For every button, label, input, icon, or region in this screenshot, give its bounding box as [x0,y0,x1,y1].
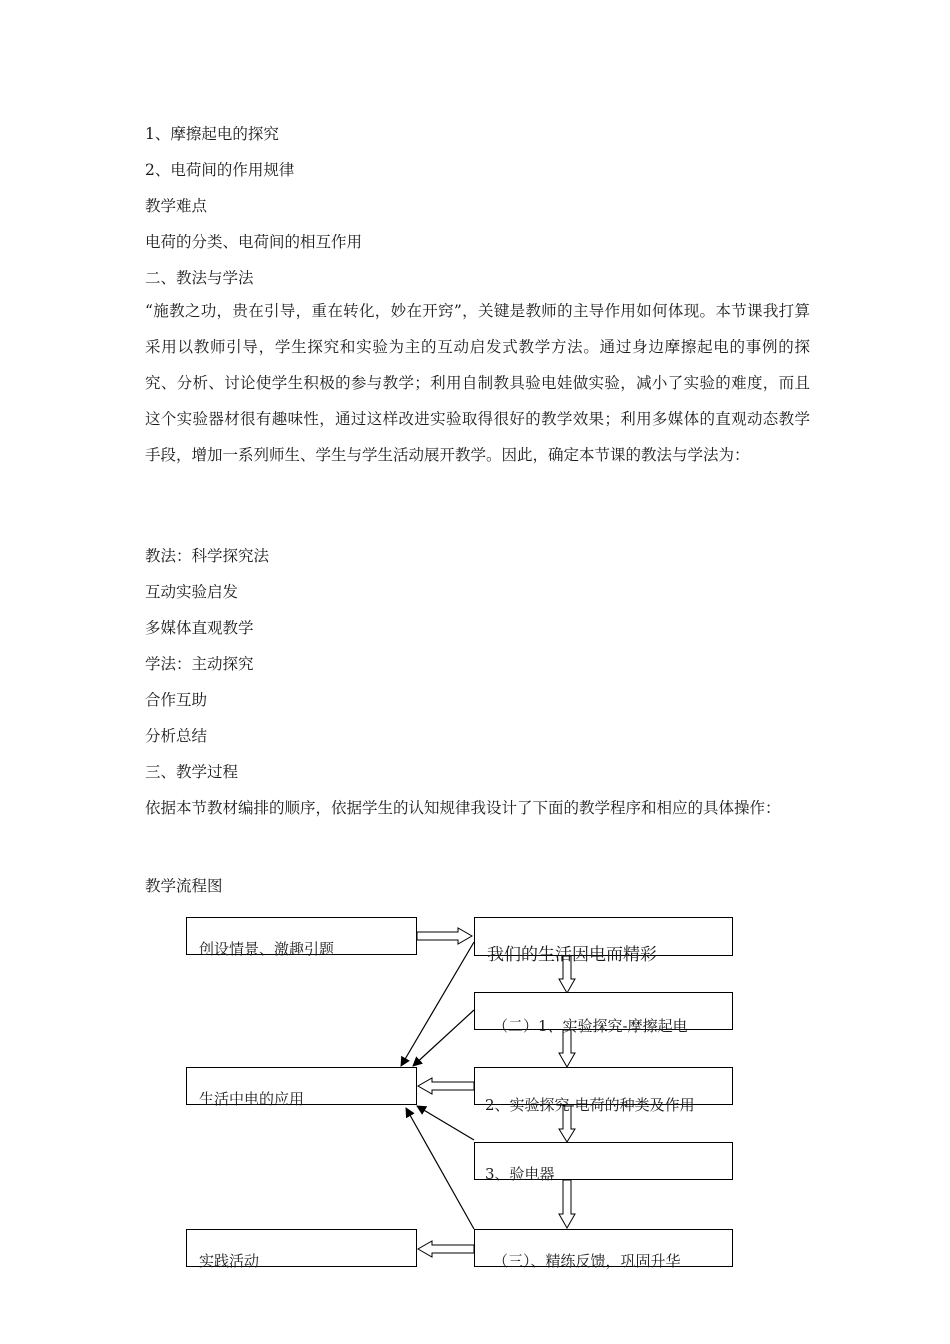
hollow-arrow-left-2 [418,1241,474,1257]
heading-teaching-process: 三、教学过程 [145,763,239,781]
line-friction-inquiry: 1、摩擦起电的探究 [145,125,279,143]
flow-box-applications: 生活中电的应用 [186,1067,417,1105]
line-learning-method-2: 合作互助 [145,691,208,709]
flow-box-electroscope: 3、验电器 [474,1142,733,1180]
line-teaching-method-1: 教法：科学探究法 [145,547,270,565]
flow-box-intro: 创设情景、激趣引题 [186,917,417,955]
line-charge-interaction-law: 2、电荷间的作用规律 [145,161,295,179]
flow-box-life-electricity: 我们的生活因电而精彩 [474,917,733,956]
thin-arrow-2 [413,1010,474,1066]
heading-teaching-difficulty: 教学难点 [145,197,208,215]
line-learning-method-3: 分析总结 [145,727,208,745]
line-teaching-method-3: 多媒体直观教学 [145,619,254,637]
hollow-arrow-left-1 [418,1078,474,1094]
hollow-arrow-right [417,928,472,944]
paragraph-process: 依据本节教材编排的顺序，依据学生的认知规律我设计了下面的教学程序和相应的具体操作： [145,799,781,817]
thin-arrow-4 [406,1108,474,1229]
line-learning-method-1: 学法：主动探究 [145,655,254,673]
thin-arrow-3 [417,1106,474,1140]
heading-methods: 二、教法与学法 [145,269,254,287]
flow-box-friction-experiment: （二）1、实验探究-摩擦起电 [474,992,733,1030]
line-teaching-method-2: 互动实验启发 [145,583,239,601]
hollow-arrow-down-4 [559,1180,575,1228]
line-charge-classification: 电荷的分类、电荷间的相互作用 [145,233,363,251]
flow-box-practice: 实践活动 [186,1229,417,1267]
flow-box-feedback: （三）、精练反馈，巩固升华 [474,1229,733,1267]
paragraph-methods: “施教之功，贵在引导，重在转化，妙在开窍”，关键是教师的主导作用如何体现。本节课我打算采用以教师引导，学生探究和实验为主的互动启发式教学方法。通过身边摩擦起电的事例的探究、分析、讨论使学生积极的参与教学；利用自制教具验电娃做实验，减小了实验的难度，而且这个实验器材很有趣味性，通过这样改进实验取得很好的教学效果；利用多媒体的直观动态教学手段，增加一系列师生、学生与学生活动展开教学。因此，确定本节课的教法与学法为： [145,302,810,464]
heading-flowchart: 教学流程图 [145,877,223,895]
flow-box-charge-types: 2、实验探究-电荷的种类及作用 [474,1067,733,1105]
thin-arrow-1 [401,942,474,1066]
